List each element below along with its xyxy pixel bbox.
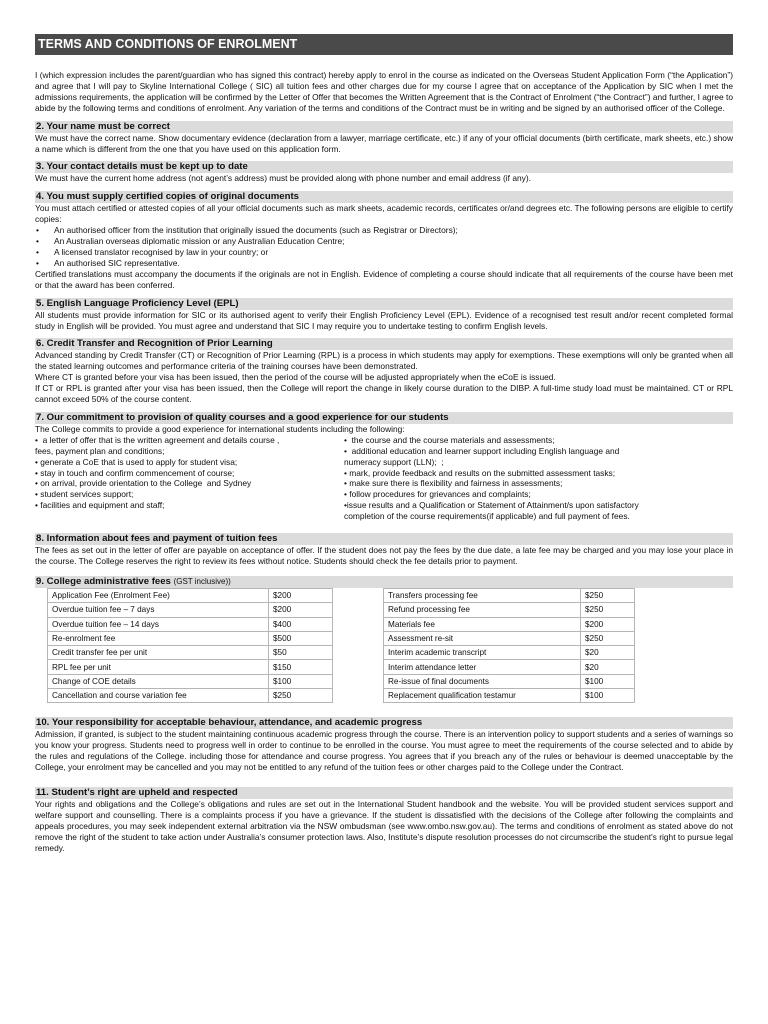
fee-amount: $20 xyxy=(581,660,635,674)
list-item: completion of the course requirements(if applicable) and full payment of fees. xyxy=(344,511,630,522)
list-item: • follow procedures for grievances and complaints; xyxy=(344,489,531,500)
table-row xyxy=(384,603,635,617)
section-3-text: We must have the current home address (not agent’s address) must be provided along with phone number and email address (if any). xyxy=(35,173,531,184)
table-row xyxy=(48,660,333,674)
table-row xyxy=(48,674,333,688)
fee-name: Application Fee (Enrolment Fee) xyxy=(48,588,269,602)
section-10-text: Admission, if granted, is subject to the student maintaining continuous academic progress through the course. There is an intervention policy to support students and a series of warnings so you know your progress. Students need to progress well in order to continue to be enrolled in the course. You must agree to meet the requirements of the course selected and to abide by the rules and regulations of the College. including those for attendance and course progress. You agrees that if you breach any of the rules or behaviour is deemed unacceptable by the College, your enrolment may be cancelled and you may not be entitled to any refund of the tuition fees or other charges paid to the College under the Contract. xyxy=(35,729,733,772)
fee-amount: $250 xyxy=(581,631,635,645)
section-6-paragraph-2: Where CT is granted before your visa has been issued, then the period of the course will be adjusted appropriately when the eCoE is issued. xyxy=(35,372,556,383)
section-8-text: The fees as set out in the letter of offer are payable on acceptance of offer. If the student does not pay the fees by the due date, a late fee may be charged and you may lose your place in the course. The College reserves the right to review its fees without notice. Students should check the fee details prior to payment. xyxy=(35,545,733,566)
fee-name: Assessment re-sit xyxy=(384,631,581,645)
fees-table-right xyxy=(383,588,635,703)
list-item: • stay in touch and confirm commencement of course; xyxy=(35,467,235,478)
fee-name: Re-issue of final documents xyxy=(384,674,581,688)
fee-name: Change of COE details xyxy=(48,674,269,688)
section-4-heading: 4. You must supply certified copies of original documents xyxy=(35,191,733,203)
section-2-text: We must have the correct name. Show documentary evidence (declaration from a lawyer, marriage certificate, etc.) if any of your official documents (birth certificate, mark sheets, etc.) show a name which is different from the one that you have used on this application form. xyxy=(35,132,733,154)
list-item: • the course and the course materials and assessments; xyxy=(344,434,555,445)
fee-amount: $250 xyxy=(269,688,333,702)
list-item: •issue results and a Qualification or Statement of Attainment/s upon satisfactory xyxy=(344,500,639,511)
table-row xyxy=(384,688,635,702)
fee-amount: $50 xyxy=(269,646,333,660)
table-row xyxy=(48,603,333,617)
list-item: fees, payment plan and conditions; xyxy=(35,445,165,456)
table-row xyxy=(384,617,635,631)
commitments-columns xyxy=(35,435,733,522)
list-item: • An authorised SIC representative. xyxy=(35,258,733,269)
fee-name: Refund processing fee xyxy=(384,603,581,617)
list-item: • A licensed translator recognised by law in your country; or xyxy=(35,247,733,258)
fee-name: Re-enrolment fee xyxy=(48,631,269,645)
list-item: • a letter of offer that is the written agreement and details course , xyxy=(35,434,280,445)
list-item: • An authorised officer from the institution that originally issued the documents (such as Registrar or Directors); xyxy=(35,225,733,236)
fee-amount: $500 xyxy=(269,631,333,645)
fee-amount: $400 xyxy=(269,617,333,631)
fee-name: Cancellation and course variation fee xyxy=(48,688,269,702)
table-row xyxy=(48,588,333,602)
list-item: numeracy support (LLN); ; xyxy=(344,456,444,467)
section-3-heading: 3. Your contact details must be kept up to date xyxy=(35,161,733,173)
section-11-text: Your rights and obligations and the College’s obligations and rules are set out in the International Student handbook and the website. You will be provided student services support and welfare support and counselling. There is a complaints process if you have a grievance. If the student is dissatisfied with the decisions of the College after following the complaints and appeals procedures, you may seek independent external arbitration via the NSW ombudsman (see www.ombo.nsw.gov.au). The terms and conditions of enrolment as stated above do not remove the right of the student to take action under Australia’s consumer protection laws. Also, Institute’s dispute resolution processes do not circumscribe the student's right to pursue legal remedy. xyxy=(35,798,733,853)
table-row xyxy=(384,646,635,660)
fees-table-left xyxy=(47,588,333,703)
section-4-text: You must attach certified or attested copies of all your official documents such as mark sheets, academic records, certificates or/and degrees etc. The following persons are eligible to certify copies: xyxy=(35,203,733,225)
fee-amount: $100 xyxy=(581,688,635,702)
fee-amount: $20 xyxy=(581,646,635,660)
table-row xyxy=(48,617,333,631)
fee-amount: $150 xyxy=(269,660,333,674)
section-10-heading: 10. Your responsibility for acceptable behaviour, attendance, and academic progress xyxy=(35,717,733,729)
fee-name: Materials fee xyxy=(384,617,581,631)
section-2-heading: 2. Your name must be correct xyxy=(35,121,733,133)
fee-name: Interim attendance letter xyxy=(384,660,581,674)
section-11-heading: 11. Student’s right are upheld and respected xyxy=(35,787,733,799)
list-item: • make sure there is flexibility and fairness in assessments; xyxy=(344,478,563,489)
section-6-heading: 6. Credit Transfer and Recognition of Prior Learning xyxy=(35,338,733,350)
certifier-list xyxy=(35,225,733,269)
table-row xyxy=(384,631,635,645)
section-4-text-2: Certified translations must accompany the documents if the originals are not in English. Evidence of completing a course should indicate that all requirements of the course have been met or that the award has been conferred. xyxy=(35,268,733,290)
section-8-heading: 8. Information about fees and payment of tuition fees xyxy=(35,533,733,545)
fee-amount: $200 xyxy=(581,617,635,631)
document-title: TERMS AND CONDITIONS OF ENROLMENT xyxy=(35,34,733,55)
table-row xyxy=(384,588,635,602)
section-5-text: All students must provide information for SIC or its authorised agent to verify their English Proficiency Level (EPL). Evidence of a recognised test result and/or recent completed formal study in English will be provided. You must agree and understand that SIC I may require you to undertake testing to confirm English levels. xyxy=(35,309,733,331)
document-page xyxy=(35,34,733,853)
list-item: • generate a CoE that is used to apply for student visa; xyxy=(35,456,238,467)
list-item: • mark, provide feedback and results on the submitted assessment tasks; xyxy=(344,467,616,478)
section-9-title: 9. College administrative fees xyxy=(36,575,171,587)
table-row xyxy=(384,660,635,674)
fee-amount: $100 xyxy=(581,674,635,688)
fee-name: Transfers processing fee xyxy=(384,588,581,602)
list-item: • An Australian overseas diplomatic mission or any Australian Education Centre; xyxy=(35,236,733,247)
table-row xyxy=(48,688,333,702)
list-item: • student services support; xyxy=(35,489,134,500)
fee-amount: $250 xyxy=(581,603,635,617)
fee-name: Interim academic transcript xyxy=(384,646,581,660)
fees-tables xyxy=(35,588,733,703)
section-7-heading: 7. Our commitment to provision of quality courses and a good experience for our students xyxy=(35,412,733,424)
fee-amount: $100 xyxy=(269,674,333,688)
list-item: • additional education and learner support including English language and xyxy=(344,445,620,456)
section-7-lead: The College commits to provide a good experience for international students including the following: xyxy=(35,423,405,434)
intro-paragraph: I (which expression includes the parent/guardian who has signed this contract) hereby apply to enrol in the course as indicated on the Overseas Student Application Form (“the Application”) and agree that I will pay to Skyline International College ( SIC) all tuition fees and other charges due for my course I agree that on acceptance of the Application by SIC when I met the admissions requirements, the application will be confirmed by the Letter of Offer that becomes the Written Agreement that is the Contract of Enrolment (“the Contract”) and further, I agree to abide by the following terms and conditions of enrolment. Any variation of the terms and conditions of the Contract must be in writing and be signed by an authorised officer of the College. xyxy=(35,70,733,113)
list-item: • on arrival, provide orientation to the College and Sydney xyxy=(35,478,252,489)
section-9-heading xyxy=(35,576,733,588)
fee-name: Overdue tuition fee – 7 days xyxy=(48,603,269,617)
fee-amount: $250 xyxy=(581,588,635,602)
table-row xyxy=(384,674,635,688)
list-item: • facilities and equipment and staff; xyxy=(35,500,165,511)
fee-name: RPL fee per unit xyxy=(48,660,269,674)
fee-amount: $200 xyxy=(269,588,333,602)
section-9-note: (GST inclusive)) xyxy=(173,576,231,586)
table-row xyxy=(48,631,333,645)
fee-name: Credit transfer fee per unit xyxy=(48,646,269,660)
fee-name: Replacement qualification testamur xyxy=(384,688,581,702)
commitments-left-column xyxy=(35,435,344,522)
commitments-right-column xyxy=(344,435,733,522)
section-6-paragraph-1: Advanced standing by Credit Transfer (CT) or Recognition of Prior Learning (RPL) is a process in which students may apply for exemptions. These exemptions will only be granted when all the stated learning outcomes and performance criteria of the training courses have been demonstrated. xyxy=(35,350,733,372)
section-6-paragraph-3: If CT or RPL is granted after your visa has been issued, then the College will report the change in likely course duration to the DIBP. A full-time study load must be maintained. CT or RPL cannot exceed 50% of the course content. xyxy=(35,383,733,405)
fee-amount: $200 xyxy=(269,603,333,617)
fee-name: Overdue tuition fee – 14 days xyxy=(48,617,269,631)
section-5-heading: 5. English Language Proficiency Level (EPL) xyxy=(35,298,733,310)
table-row xyxy=(48,646,333,660)
